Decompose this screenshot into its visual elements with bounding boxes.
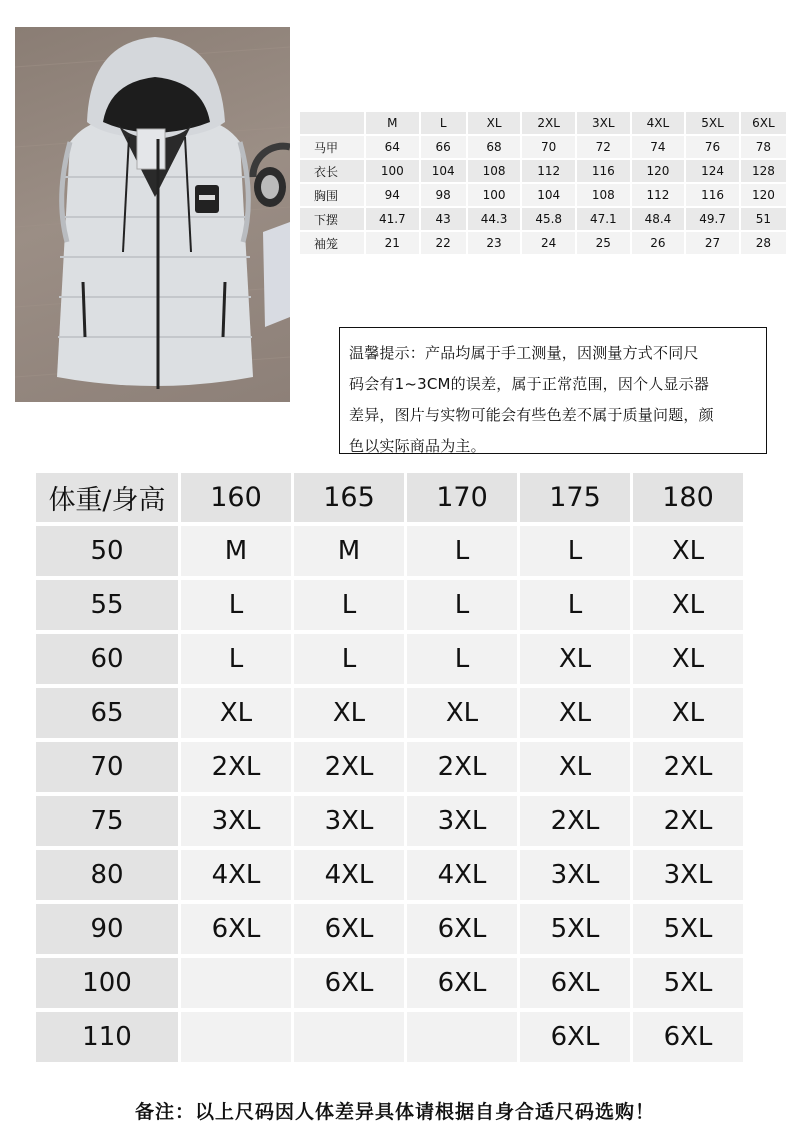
table-cell: L [421,112,466,134]
table-cell: 170 [407,473,517,522]
table-cell: 4XL [294,850,404,900]
table-cell: 112 [522,160,575,182]
table-cell: 6XL [294,958,404,1008]
table-cell: 75 [36,796,178,846]
table-cell: 116 [686,184,739,206]
table-cell: 5XL [686,112,739,134]
table-cell: 116 [577,160,630,182]
table-cell: 47.1 [577,208,630,230]
table-row [36,526,743,576]
table-cell: 76 [686,136,739,158]
table-cell: 23 [468,232,521,254]
table-cell: 袖笼 [300,232,364,254]
table-cell: M [181,526,291,576]
table-cell: 104 [421,160,466,182]
table-cell: 70 [522,136,575,158]
table-cell: 3XL [407,796,517,846]
tip-box [339,327,767,454]
table-cell: 124 [686,160,739,182]
table-cell: 25 [577,232,630,254]
table-cell: L [181,580,291,630]
table-cell: 6XL [741,112,786,134]
table-cell: 51 [741,208,786,230]
table-row [300,160,786,182]
table-cell: 衣长 [300,160,364,182]
table-cell [181,958,291,1008]
table-cell: 21 [366,232,419,254]
table-cell: 55 [36,580,178,630]
table-cell: 6XL [181,904,291,954]
table-cell: 5XL [520,904,630,954]
table-cell: 43 [421,208,466,230]
tip-line: 差异，图片与实物可能会有些色差不属于质量问题，颜 [349,406,714,424]
table-cell: L [294,580,404,630]
table-cell: 28 [741,232,786,254]
table-cell: 2XL [633,742,743,792]
table-cell: L [407,580,517,630]
table-cell: L [294,634,404,684]
table-row [36,796,743,846]
table-cell: M [294,526,404,576]
table-cell: 体重/身高 [36,473,178,522]
table-cell: 108 [468,160,521,182]
table-cell: 100 [468,184,521,206]
table-cell: 66 [421,136,466,158]
table-cell: XL [520,634,630,684]
footnote: 备注：以上尺码因人体差异具体请根据自身合适尺码选购！ [134,1101,655,1123]
table-row [300,136,786,158]
table-cell: 48.4 [632,208,685,230]
table-cell: 49.7 [686,208,739,230]
size-chart-header-row [36,473,743,522]
table-cell: 104 [522,184,575,206]
table-cell: 100 [366,160,419,182]
table-row [36,580,743,630]
measurement-header-row [300,112,786,134]
table-cell: 3XL [294,796,404,846]
table-cell: 6XL [294,904,404,954]
tip-line: 码会有1~3CM的误差，属于正常范围，因个人显示器 [349,375,710,393]
table-cell: 2XL [181,742,291,792]
table-cell: 65 [36,688,178,738]
table-cell: L [407,634,517,684]
table-cell: 120 [741,184,786,206]
table-cell: XL [520,688,630,738]
table-cell: 2XL [520,796,630,846]
table-cell [181,1012,291,1062]
table-cell: 26 [632,232,685,254]
table-cell: XL [633,580,743,630]
table-row [36,958,743,1008]
table-cell: 68 [468,136,521,158]
table-cell: 70 [36,742,178,792]
table-cell: 4XL [181,850,291,900]
table-cell: 2XL [294,742,404,792]
table-cell: XL [407,688,517,738]
table-cell: 2XL [407,742,517,792]
table-row [36,850,743,900]
table-cell: 100 [36,958,178,1008]
table-cell: L [520,580,630,630]
table-cell: 胸围 [300,184,364,206]
table-row [36,688,743,738]
tip-line: 色以实际商品为主。 [349,437,486,455]
table-cell: 80 [36,850,178,900]
table-cell: 64 [366,136,419,158]
table-cell: 6XL [407,904,517,954]
table-cell: XL [181,688,291,738]
table-cell: 6XL [633,1012,743,1062]
table-cell: 60 [36,634,178,684]
table-cell [294,1012,404,1062]
table-cell: 5XL [633,904,743,954]
table-cell: 下摆 [300,208,364,230]
table-cell: 3XL [577,112,630,134]
table-cell: 160 [181,473,291,522]
table-cell: 98 [421,184,466,206]
table-cell: 6XL [520,958,630,1008]
table-cell: 41.7 [366,208,419,230]
product-photo [15,27,290,402]
table-cell: 3XL [633,850,743,900]
table-cell: M [366,112,419,134]
table-cell: L [407,526,517,576]
table-cell: 6XL [407,958,517,1008]
table-cell: XL [633,634,743,684]
size-chart-table [33,469,746,1066]
table-cell: 3XL [181,796,291,846]
table-cell: 110 [36,1012,178,1062]
table-cell: 90 [36,904,178,954]
table-cell: 72 [577,136,630,158]
table-cell: 5XL [633,958,743,1008]
table-cell: 24 [522,232,575,254]
table-cell: 108 [577,184,630,206]
table-cell: 175 [520,473,630,522]
table-cell: XL [633,688,743,738]
table-row [36,742,743,792]
table-cell [407,1012,517,1062]
table-row [36,634,743,684]
table-cell: 112 [632,184,685,206]
table-cell: 马甲 [300,136,364,158]
table-cell: 4XL [407,850,517,900]
table-cell: 44.3 [468,208,521,230]
table-row [36,1012,743,1062]
table-cell: 50 [36,526,178,576]
table-cell: XL [520,742,630,792]
headphones-icon [253,146,290,207]
table-cell: 94 [366,184,419,206]
table-cell: 128 [741,160,786,182]
table-cell: 2XL [633,796,743,846]
table-cell: 6XL [520,1012,630,1062]
table-cell: XL [468,112,521,134]
table-cell: L [181,634,291,684]
table-row [300,184,786,206]
table-cell: L [520,526,630,576]
table-cell: XL [633,526,743,576]
table-row [36,904,743,954]
table-cell: 45.8 [522,208,575,230]
table-cell: 78 [741,136,786,158]
table-row [300,208,786,230]
table-cell: 4XL [632,112,685,134]
table-cell: 165 [294,473,404,522]
table-cell: 74 [632,136,685,158]
table-cell: 120 [632,160,685,182]
table-cell: 2XL [522,112,575,134]
table-row [300,232,786,254]
table-cell: 27 [686,232,739,254]
tip-line: 温馨提示：产品均属于手工测量，因测量方式不同尺 [349,344,699,362]
measurement-table [298,110,788,256]
table-cell: 22 [421,232,466,254]
table-cell: 180 [633,473,743,522]
table-cell: 3XL [520,850,630,900]
table-cell: XL [294,688,404,738]
table-cell [300,112,364,134]
